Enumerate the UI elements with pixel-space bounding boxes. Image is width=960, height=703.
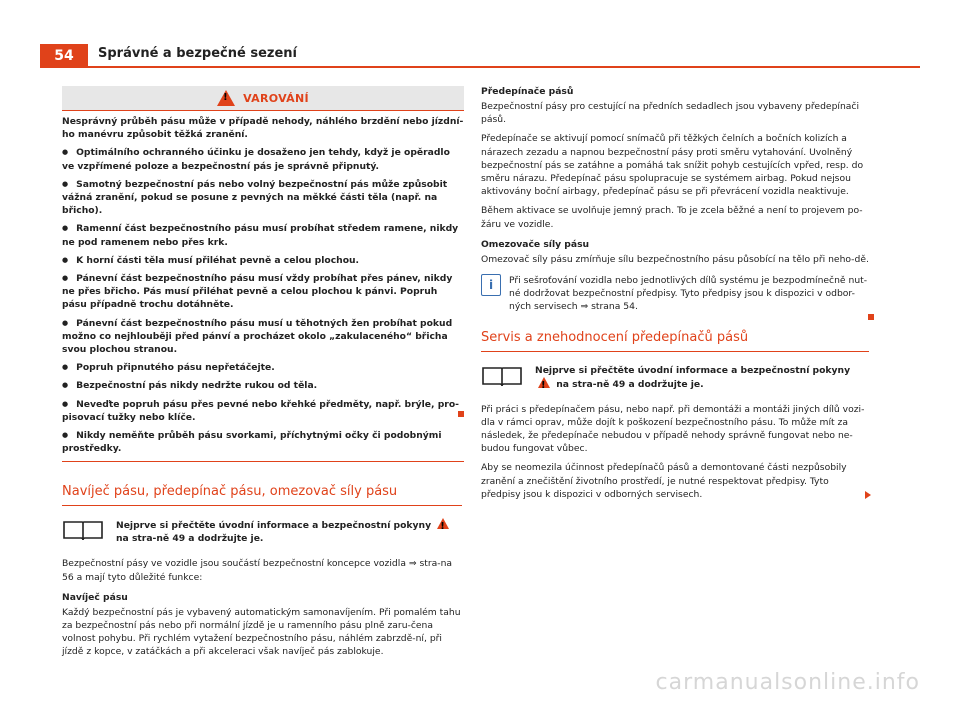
note-text-a: Nejprve si přečtěte úvodní informace a bezpečnostní pokyny: [535, 364, 851, 376]
info-note: [481, 274, 869, 320]
warning-item: ● Neveďte popruh pásu přes pevné nebo křehké předměty, např. brýle, pro-pisovací tužky nebo klíče.: [62, 398, 464, 424]
servis-note: [481, 364, 869, 391]
warning-triangle-icon: [437, 518, 449, 529]
info-text: Při sešroťování vozidla nebo jednotlivých dílů systému je bezpodmínečně nut-né dodržovat bezpečnostní předpisy. Tyto předpisy jsou k dispozici v odbor-ných servisech ⇒ strana 54.: [509, 275, 868, 313]
section-title-navijec: Navíječ pásu, předepínač pásu, omezovač síly pásu: [62, 484, 462, 506]
paragraph-predepinace-3: Během aktivace se uvolňuje jemný prach. To je zcela běžné a není to projevem po-žáru ve vozidle.: [481, 205, 863, 230]
warning-item: ● Nikdy neměňte průběh pásu svorkami, příchytnými očky či podobnými prostředky.: [62, 429, 464, 455]
info-icon: i: [481, 274, 501, 296]
warning-title: VAROVÁNÍ: [243, 91, 309, 105]
section-end-marker: [868, 314, 874, 320]
intro-paragraph: Bezpečnostní pásy ve vozidle jsou součástí bezpečnostní koncepce vozidla ⇒ stra-na 56 a mají tyto důležité funkce:: [62, 558, 453, 583]
paragraph-servis-2: Aby se neomezila účinnost předepínačů pásů a demontované části nezpůsobily zranění a znečištění životního prostředí, je nutné respektovat předpisy. Tyto předpisy jsou k dispozici v odborných servisech.: [481, 462, 847, 500]
paragraph-omezovace: Omezovač síly pásu zmírňuje sílu bezpečnostního pásu působící na tělo při neho-dě.: [481, 253, 869, 265]
note-text: [116, 518, 462, 545]
warning-item: ● K horní části těla musí přiléhat pevně a celou plochou.: [62, 254, 464, 267]
warning-item: ● Popruh připnutého pásu nepřetáčejte.: [62, 361, 464, 374]
header-rule: [40, 66, 920, 68]
book-icon: [62, 518, 104, 542]
section-title-servis: Servis a znehodnocení předepínačů pásů: [481, 330, 869, 352]
continue-arrow-icon: [865, 491, 871, 499]
warning-box: [62, 86, 464, 462]
warning-item: ● Bezpečnostní pás nikdy nedržte rukou od těla.: [62, 379, 464, 392]
warning-body: [62, 111, 464, 461]
paragraph-predepinace-1: Bezpečnostní pásy pro cestující na předních sedadlech jsou vybaveny předepínači pásů.: [481, 101, 860, 126]
warning-item: ● Pánevní část bezpečnostního pásu musí vždy probíhat přes pánev, nikdy ne přes břicho. Pás musí přiléhat pevně a celou plochou k pánvi. Popruh pásu případně trochu dotáhněte.: [62, 272, 464, 312]
note-text: [535, 364, 869, 391]
book-icon: [481, 364, 523, 388]
watermark: carmanualsonline.info: [655, 670, 920, 695]
paragraph-navijec: Každý bezpečnostní pás je vybavený automatickým samonavíjením. Při pomalém tahu za bezpečnostní pás nebo při normální jízdě je u ramenního pásu plně zaru-čena volnost pohybu. Při rychlém vytažení bezpečnostního pásu, náhlém zabrzdě-ní, při jízdě z kopce, v zatáčkách a při akceleraci však navíječ pás zablokuje.: [62, 606, 461, 658]
paragraph-servis-1: Při práci s předepínačem pásu, nebo např. při demontáži a montáži jiných dílů vozi-dla v rámci oprav, může dojít k poškození bezpečnostního pásu. To může mít za následek, že předepínače nebudou v případě nehody správně fungovat nebo ne-budou fungovat vůbec.: [481, 403, 865, 455]
subhead-predepinace: Předepínače pásů: [481, 86, 574, 97]
intro-note: [62, 518, 462, 545]
section-end-marker: [458, 411, 464, 417]
warning-item: ● Optimálního ochranného účinku je dosaženo jen tehdy, když je opěradlo ve vzpřímené poloze a bezpečnostní pás je správně připnutý.: [62, 146, 464, 172]
subhead-navijec: Navíječ pásu: [62, 591, 128, 603]
left-column: [62, 86, 462, 665]
note-text-a: Nejprve si přečtěte úvodní informace a bezpečnostní pokyny: [116, 520, 432, 532]
chapter-title: Správné a bezpečné sezení: [98, 46, 297, 61]
subhead-omezovace: Omezovače síly pásu: [481, 238, 590, 250]
warning-header: [62, 86, 464, 111]
page-number: 54: [40, 44, 88, 68]
right-column: [481, 86, 869, 507]
warning-triangle-icon: [217, 90, 235, 106]
warning-item: ● Ramenní část bezpečnostního pásu musí probíhat středem ramene, nikdy ne pod ramenem nebo přes krk.: [62, 222, 464, 248]
note-text-b: na stra-ně 49 a dodržujte je.: [116, 533, 264, 545]
note-text-b: na stra-ně 49 a dodržujte je.: [556, 378, 704, 390]
warning-intro: Nesprávný průběh pásu může v případě nehody, náhlého brzdění nebo jízdní-ho manévru způsobit těžká zranění.: [62, 116, 464, 141]
paragraph-predepinace-2: Předepínače se aktivují pomocí snímačů při těžkých čelních a bočních kolizích a nárazech zezadu a napnou bezpečnostní pásy proti směru vytahování. Uvolněný bezpečnostní pás se zatáhne a pomáhá tak snížit pohyb cestujících vpřed, resp. do směru nárazu. Předepínač pásu spolupracuje se systémem airbag. Pokud nejsou aktivovány boční airbagy, předepínač pásu se při převrácení vozidla neaktivuje.: [481, 133, 864, 198]
warning-item: ● Pánevní část bezpečnostního pásu musí u těhotných žen probíhat pokud možno co nejhlouběji před pánví a procházet okolo „zakulaceného“ břicha svou plochou stranou.: [62, 317, 464, 357]
warning-item: ● Samotný bezpečnostní pás nebo volný bezpečnostní pás může způsobit vážná zranění, pokud se posune z pevných na měkké části těla (např. na břicho).: [62, 178, 464, 218]
warning-triangle-icon: [538, 377, 550, 388]
